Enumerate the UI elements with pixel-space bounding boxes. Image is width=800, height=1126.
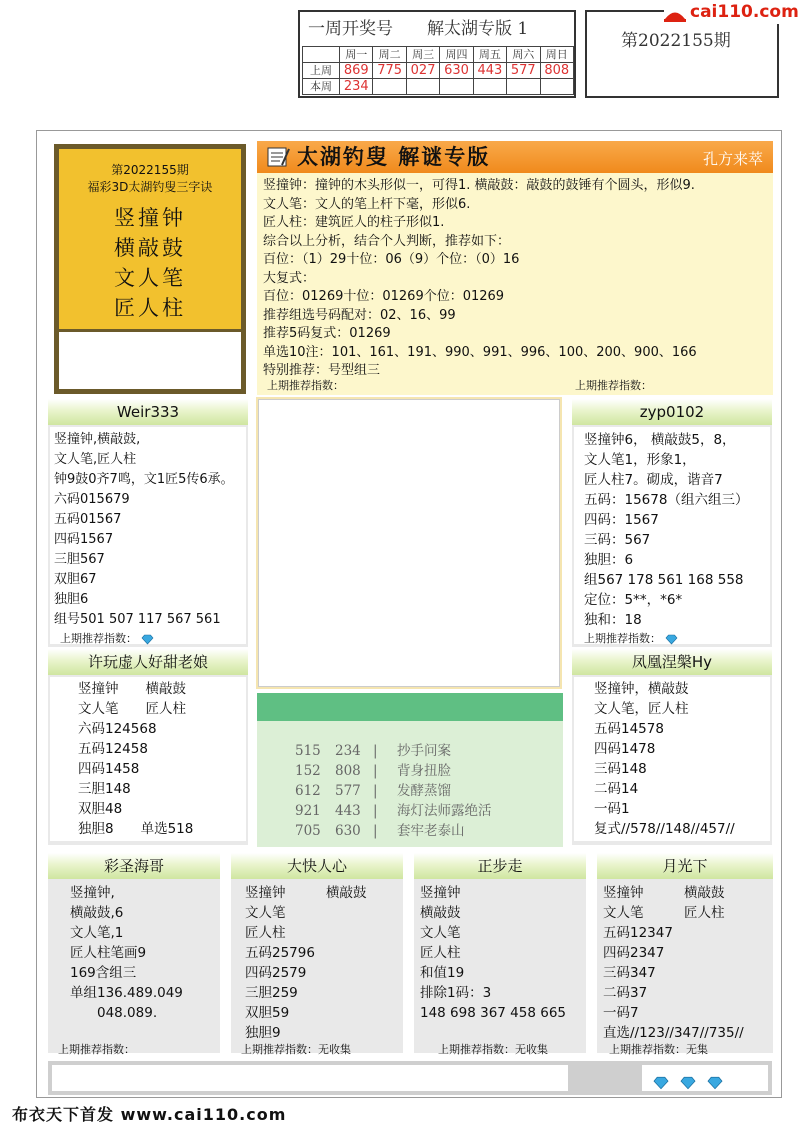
expert-line: 竖撞钟，横敲鼓 xyxy=(594,681,689,697)
expert-line: 文人笔，匠人柱 xyxy=(594,701,689,717)
expert-panel-caisheng xyxy=(48,853,220,1056)
day-header: 周日 xyxy=(540,47,574,63)
expert-foot: 上期推荐指数：无收集 xyxy=(241,1043,351,1056)
expert-name: 大快人心 xyxy=(231,853,403,879)
expert-line: 竖撞钟6， 横敲鼓5，8， xyxy=(584,432,736,448)
period-number: 第2022155期 xyxy=(621,31,731,51)
expert-body xyxy=(420,883,566,1023)
expert-line: 双胆67 xyxy=(54,572,97,587)
expert-line: 二码14 xyxy=(594,781,639,797)
expert-name: 正步走 xyxy=(414,853,586,879)
main-frame xyxy=(36,130,782,1098)
expert-line: 六码015679 xyxy=(54,492,130,507)
expert-name: zyp0102 xyxy=(572,399,772,425)
list-item: 515 234 | 抄手问案 xyxy=(295,743,451,759)
expert-line: 文人笔 匠人柱 xyxy=(603,905,725,921)
expert-line: 独胆9 xyxy=(245,1025,281,1041)
expert-body xyxy=(54,430,234,630)
expert-body xyxy=(245,883,367,1043)
weekly-draw-title: 一周开奖号 解太湖专版 1 xyxy=(308,19,529,39)
expert-line: 文人笔,1 xyxy=(70,925,124,941)
riddle-line: 单选10注：101、161、191、990、991、996、100、200、900、166 xyxy=(263,344,697,360)
expert-line: 竖撞钟, xyxy=(70,885,115,901)
table-row xyxy=(303,79,574,95)
expert-line: 148 698 367 458 665 xyxy=(420,1005,567,1021)
expert-line: 四码2579 xyxy=(245,965,307,981)
weekly-draw-box xyxy=(298,10,576,98)
expert-line: 定位：5**，*6* xyxy=(584,592,683,608)
expert-panel-xu xyxy=(48,649,248,845)
weekly-draw-table xyxy=(302,46,574,95)
day-header: 周三 xyxy=(406,47,439,63)
expert-line: 四码1478 xyxy=(594,741,656,757)
expert-line: 横敲鼓 xyxy=(420,905,461,921)
draw-cell: 808 xyxy=(540,63,574,79)
riddle-line: 大复式： xyxy=(263,270,316,286)
expert-line: 直选//123//347//735// xyxy=(603,1025,744,1041)
row-label: 上周 xyxy=(303,63,340,79)
riddle-body xyxy=(263,177,697,381)
expert-name: 月光下 xyxy=(597,853,773,879)
riddle-line: 竖撞钟：撞钟的木头形似一，可得1. 横敲鼓：敲鼓的鼓锤有个圆头，形似9. xyxy=(263,178,695,193)
expert-foot: 上期推荐指数：无集 xyxy=(609,1043,708,1056)
diamond-rating xyxy=(642,1065,768,1091)
expert-line: 横敲鼓,6 xyxy=(70,905,124,921)
expert-line: 五码25796 xyxy=(245,945,315,961)
expert-line: 五码：15678（组六组三） xyxy=(584,492,749,508)
riddle-line: 匠人柱：建筑匠人的柱子形似1. xyxy=(263,215,445,230)
expert-panel-dakuai xyxy=(231,853,403,1056)
diamond-icon xyxy=(706,1072,724,1086)
card-line: 文人笔 xyxy=(114,266,186,290)
draw-cell: 234 xyxy=(340,79,373,95)
expert-line: 四码1567 xyxy=(54,532,114,547)
row-label: 本周 xyxy=(303,79,340,95)
expert-line: 匠人柱 xyxy=(245,925,286,941)
draw-cell: 630 xyxy=(440,63,473,79)
day-header: 周五 xyxy=(473,47,506,63)
expert-line: 三胆259 xyxy=(245,985,298,1001)
diamond-icon xyxy=(141,634,154,645)
list-item: 612 577 | 发酵蒸馏 xyxy=(295,783,451,799)
expert-name: Weir333 xyxy=(48,399,248,425)
day-header: 周一 xyxy=(340,47,373,63)
expert-name: 彩圣海哥 xyxy=(48,853,220,879)
expert-line: 五码01567 xyxy=(54,512,122,527)
expert-panel-zyp xyxy=(572,399,772,647)
expert-panel-yueguang xyxy=(597,853,773,1056)
riddle-foot-right: 上期推荐指数： xyxy=(575,379,652,392)
list-item: 921 443 | 海灯法师露绝活 xyxy=(295,803,492,819)
riddle-line: 百位：（1）29十位：06（9）个位：（0）16 xyxy=(263,252,520,267)
expert-line: 048.089. xyxy=(70,1005,158,1021)
expert-panel-weir xyxy=(48,399,248,647)
expert-line: 匠人柱笔画9 xyxy=(70,945,147,961)
yellow-card xyxy=(54,144,246,394)
diamond-icon xyxy=(679,1072,697,1086)
expert-line: 四码：1567 xyxy=(584,512,659,528)
expert-body xyxy=(603,883,744,1043)
expert-body xyxy=(594,679,735,839)
expert-line: 竖撞钟,横敲鼓, xyxy=(54,432,141,447)
riddle-line: 推荐组选号码配对：02、16、99 xyxy=(263,307,456,323)
riddle-banner-title: 太湖钓叟 解谜专版 xyxy=(297,144,491,169)
draw-cell: 869 xyxy=(340,63,373,79)
card-period: 第2022155期 xyxy=(111,163,189,177)
expert-line: 文人笔1，形象1， xyxy=(584,452,696,468)
expert-line: 复式//578//148//457// xyxy=(594,821,735,837)
expert-line: 匠人柱 xyxy=(420,945,461,961)
expert-body xyxy=(70,883,183,1023)
expert-line: 独胆：6 xyxy=(584,552,634,568)
expert-foot: 上期推荐指数： xyxy=(60,630,154,646)
center-list-panel xyxy=(257,693,563,847)
expert-line: 文人笔 xyxy=(245,905,286,921)
expert-body xyxy=(584,430,748,630)
expert-line: 三码148 xyxy=(594,761,647,777)
scroll-icon xyxy=(265,145,291,169)
expert-line: 四码1458 xyxy=(78,761,140,777)
table-row xyxy=(303,47,574,63)
day-header: 周六 xyxy=(507,47,540,63)
expert-line: 五码12458 xyxy=(78,741,148,757)
card-line: 横敲鼓 xyxy=(114,236,186,260)
expert-line: 六码124568 xyxy=(78,721,157,737)
draw-cell: 443 xyxy=(473,63,506,79)
site-logo-text: cai110.com xyxy=(690,2,799,22)
site-logo[interactable] xyxy=(664,0,800,24)
day-header: 周四 xyxy=(440,47,473,63)
expert-line: 文人笔 匠人柱 xyxy=(78,701,186,717)
list-item: 152 808 | 背身扭脸 xyxy=(295,763,451,779)
expert-line: 独和：18 xyxy=(584,612,642,628)
expert-line: 组567 178 561 168 558 xyxy=(584,572,744,588)
expert-line: 匠人柱7。砌成，谐音7 xyxy=(584,472,723,488)
expert-line: 文人笔 xyxy=(420,925,461,941)
expert-name: 许玩虚人好甜老娘 xyxy=(48,649,248,675)
expert-foot: 上期推荐指数： xyxy=(584,630,678,646)
draw-cell xyxy=(406,79,439,95)
riddle-line: 文人笔：文人的笔上杆下毫，形似6. xyxy=(263,196,471,212)
expert-line: 钟9鼓0齐7鸣，文1匠5传6承。 xyxy=(54,472,234,487)
draw-cell xyxy=(540,79,574,95)
draw-cell xyxy=(440,79,473,95)
riddle-line: 综合以上分析，结合个人判断，推荐如下： xyxy=(263,233,511,249)
expert-line: 竖撞钟 xyxy=(420,885,461,901)
expert-line: 竖撞钟 横敲鼓 xyxy=(603,885,725,901)
draw-cell xyxy=(507,79,540,95)
draw-cell xyxy=(373,79,406,95)
bottom-strip-white xyxy=(52,1065,568,1091)
expert-line: 一码1 xyxy=(594,801,630,817)
riddle-line: 百位：01269十位：01269个位：01269 xyxy=(263,289,505,304)
riddle-foot-left: 上期推荐指数： xyxy=(267,379,344,392)
card-line: 匠人柱 xyxy=(114,296,186,320)
riddle-line: 推荐5码复式：01269 xyxy=(263,326,391,341)
center-list xyxy=(295,741,492,841)
expert-line: 文人笔,匠人柱 xyxy=(54,452,137,467)
expert-foot: 上期推荐指数： xyxy=(58,1043,135,1056)
hat-icon xyxy=(664,5,686,19)
expert-panel-fenghuang xyxy=(572,649,772,845)
expert-body xyxy=(78,679,193,839)
expert-line: 独胆8 单选518 xyxy=(78,821,194,837)
center-blank xyxy=(258,399,560,687)
expert-line: 169含组三 xyxy=(70,965,137,981)
expert-line: 三码：567 xyxy=(584,532,651,548)
expert-line: 竖撞钟 横敲鼓 xyxy=(245,885,367,901)
riddle-panel xyxy=(257,141,773,395)
expert-line: 单组136.489.049 xyxy=(70,985,183,1001)
expert-line: 竖撞钟 横敲鼓 xyxy=(78,681,186,697)
expert-line: 三胆148 xyxy=(78,781,131,797)
expert-line: 五码14578 xyxy=(594,721,664,737)
draw-cell xyxy=(473,79,506,95)
expert-line: 排除1码：3 xyxy=(420,985,492,1001)
expert-name: 凤凰涅槃Hy xyxy=(572,649,772,675)
expert-line: 双胆59 xyxy=(245,1005,290,1021)
riddle-line: 特别推荐：号型组三 xyxy=(263,363,381,378)
expert-line: 三码347 xyxy=(603,965,656,981)
expert-foot: 上期推荐指数：无收集 xyxy=(438,1043,548,1056)
expert-line: 独胆6 xyxy=(54,592,89,607)
expert-line: 四码2347 xyxy=(603,945,665,961)
expert-line: 一码7 xyxy=(603,1005,639,1021)
expert-line: 二码37 xyxy=(603,985,648,1001)
list-item: 705 630 | 套牢老泰山 xyxy=(295,823,465,839)
table-row xyxy=(303,63,574,79)
center-list-bar xyxy=(257,693,563,721)
day-header: 周二 xyxy=(373,47,406,63)
expert-line: 和值19 xyxy=(420,965,465,981)
diamond-icon xyxy=(665,634,678,645)
card-line: 竖撞钟 xyxy=(114,206,186,230)
expert-line: 五码12347 xyxy=(603,925,673,941)
riddle-banner xyxy=(257,141,773,173)
draw-cell: 027 xyxy=(406,63,439,79)
draw-cell: 577 xyxy=(507,63,540,79)
bottom-strip xyxy=(48,1061,772,1095)
card-subtitle: 福彩3D太湖钓叟三字诀 xyxy=(87,180,213,194)
expert-line: 组号501 507 117 567 561 xyxy=(54,612,221,627)
diamond-icon xyxy=(652,1072,670,1086)
expert-line: 双胆48 xyxy=(78,801,123,817)
draw-cell: 775 xyxy=(373,63,406,79)
expert-panel-zhengbu xyxy=(414,853,586,1056)
expert-line: 三胆567 xyxy=(54,552,105,567)
riddle-author: 孔方来萃 xyxy=(702,150,763,168)
footer-credit: 布衣天下首发 www.cai110.com xyxy=(12,1105,287,1124)
